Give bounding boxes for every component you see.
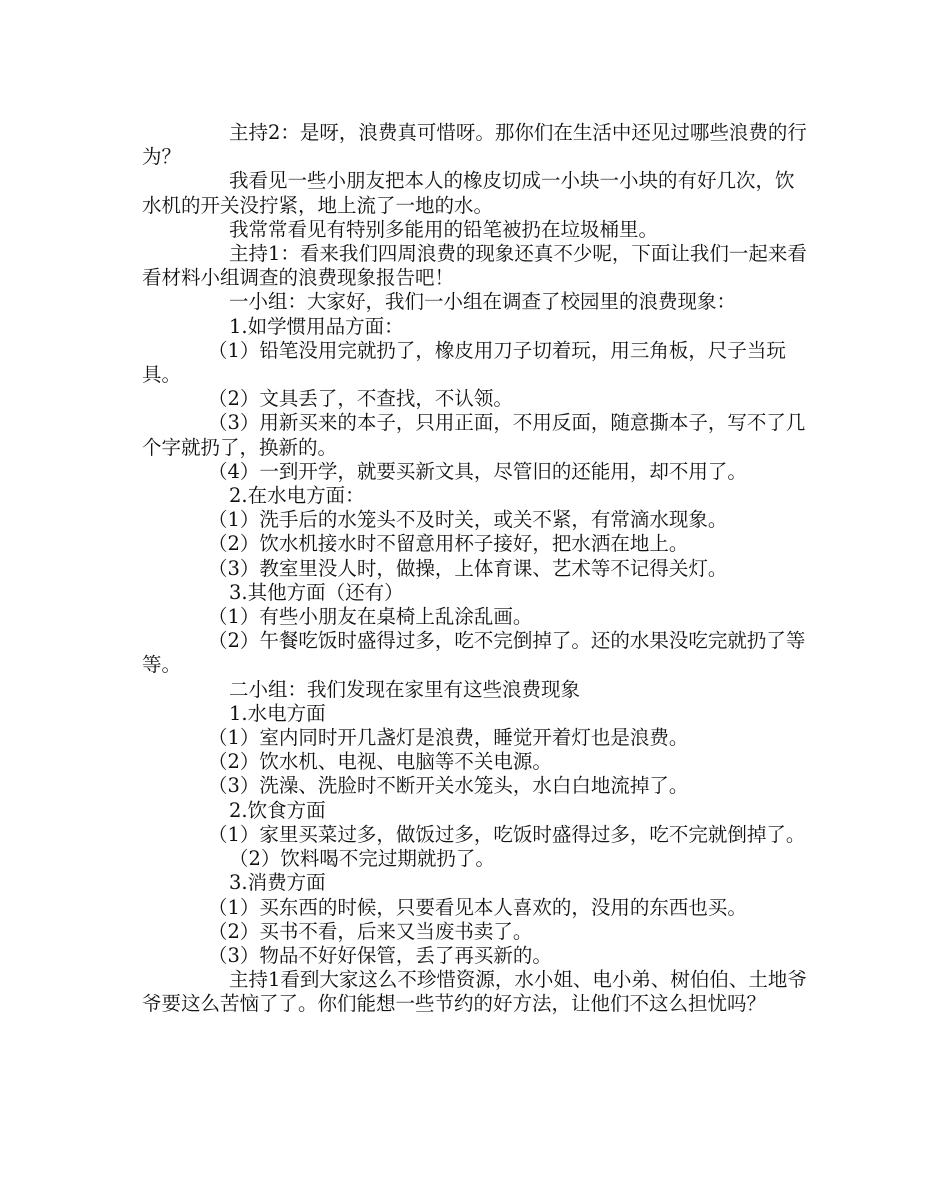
paragraph: （3）物品不好好保管，丢了再买新的。 xyxy=(208,943,552,967)
paragraph: （1）室内同时开几盏灯是浪费，睡觉开着灯也是浪费。 xyxy=(208,726,689,750)
paragraph: 主持1：看来我们四周浪费的现象还真不少呢，下面让我们一起来看看材料小组调查的浪费现象报告吧！ xyxy=(142,242,807,290)
paragraph: （2）文具丢了，不查找，不认领。 xyxy=(208,387,513,411)
paragraph: （2）饮料喝不完过期就扔了。 xyxy=(229,847,495,871)
paragraph: 1.水电方面 xyxy=(229,701,326,725)
paragraph: （1）铅笔没用完就扔了，橡皮用刀子切着玩，用三角板，尺子当玩具。 xyxy=(142,338,786,387)
paragraph: 2.在水电方面： xyxy=(229,484,365,508)
paragraph: 我看见一些小朋友把本人的橡皮切成一小块一小块的有好几次，饮水机的开关没拧紧，地上流了一地的水。 xyxy=(142,169,795,217)
paragraph: 1.如学惯用品方面： xyxy=(229,314,404,338)
paragraph: （3）洗澡、洗脸时不断开关水笼头，水白白地流掉了。 xyxy=(208,774,689,798)
paragraph: （4）一到开学，就要买新文具，尽管旧的还能用，却不用了。 xyxy=(208,459,747,483)
paragraph: （2）午餐吃饭时盛得过多，吃不完倒掉了。还的水果没吃完就扔了等等。 xyxy=(142,629,806,677)
paragraph: （3）用新买来的本子，只用正面，不用反面，随意撕本子，写不了几个字就扔了，换新的。 xyxy=(142,411,806,459)
paragraph: 3.消费方面 xyxy=(229,871,326,895)
paragraph: （1）有些小朋友在桌椅上乱涂乱画。 xyxy=(208,605,533,629)
paragraph: （2）饮水机、电视、电脑等不关电源。 xyxy=(208,750,552,774)
paragraph: 主持2：是呀，浪费真可惜呀。那你们在生活中还见过哪些浪费的行为？ xyxy=(142,121,807,169)
paragraph: 3.其他方面（还有） xyxy=(229,580,404,604)
paragraph: （3）教室里没人时，做操，上体育课、艺术等不记得关灯。 xyxy=(208,556,728,580)
paragraph: 2.饮食方面 xyxy=(229,798,326,822)
paragraph: 二小组：我们发现在家里有这些浪费现象 xyxy=(229,677,581,701)
paragraph: （1）洗手后的水笼头不及时关，或关不紧，有常滴水现象。 xyxy=(208,508,728,532)
paragraph: （2）饮水机接水时不留意用杯子接好，把水洒在地上。 xyxy=(208,532,689,556)
paragraph: （1）买东西的时候，只要看见本人喜欢的，没用的东西也买。 xyxy=(208,895,747,919)
paragraph: 一小组：大家好，我们一小组在调查了校园里的浪费现象： xyxy=(229,290,737,314)
paragraph: （2）买书不看，后来又当废书卖了。 xyxy=(208,919,533,943)
paragraph: （1）家里买菜过多，做饭过多，吃饭时盛得过多，吃不完就倒掉了。 xyxy=(208,822,806,846)
paragraph: 我常常看见有特别多能用的铅笔被扔在垃圾桶里。 xyxy=(229,217,659,241)
document-body xyxy=(142,121,812,1017)
paragraph: 主持1看到大家这么不珍惜资源，水小姐、电小弟、树伯伯、土地爷爷要这么苦恼了了。你们能想一些节约的好方法，让他们不这么担忧吗？ xyxy=(142,968,807,1016)
